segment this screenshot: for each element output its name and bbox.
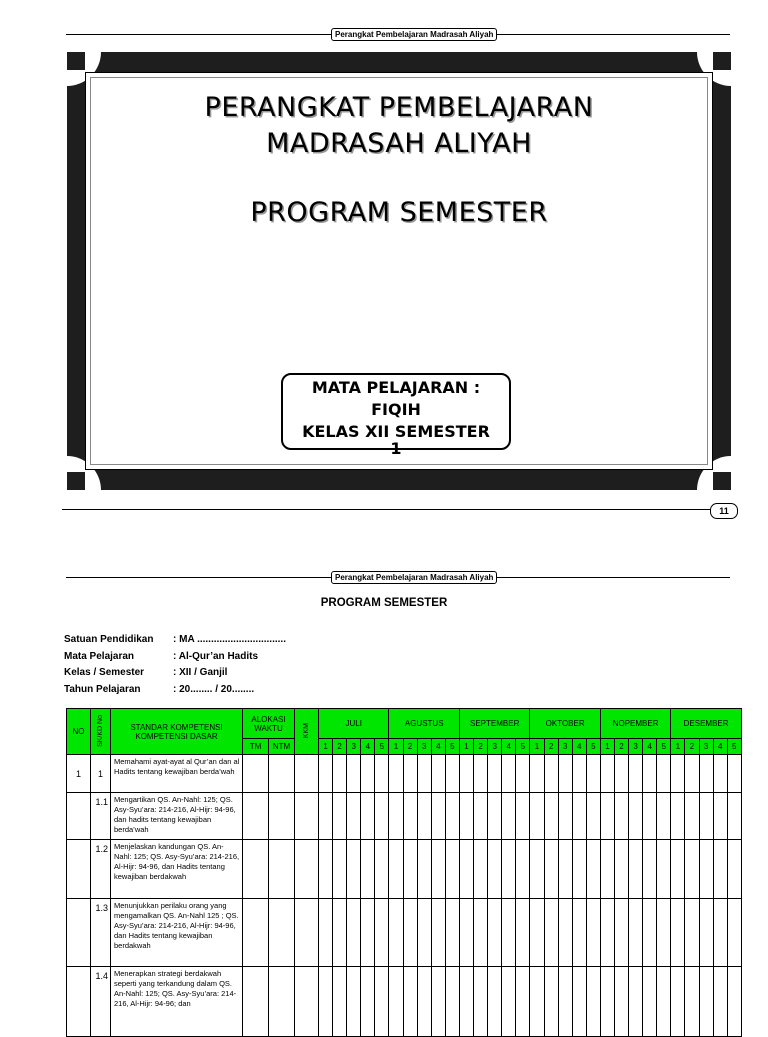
empty-cell xyxy=(361,755,375,793)
empty-cell xyxy=(269,899,295,967)
empty-cell xyxy=(727,967,741,1037)
empty-cell xyxy=(389,840,403,899)
empty-cell xyxy=(657,793,671,840)
empty-cell xyxy=(657,840,671,899)
empty-cell xyxy=(269,840,295,899)
empty-cell xyxy=(319,967,333,1037)
empty-cell xyxy=(502,793,516,840)
empty-cell xyxy=(699,967,713,1037)
empty-cell xyxy=(586,967,600,1037)
empty-cell xyxy=(713,967,727,1037)
empty-cell xyxy=(417,793,431,840)
empty-cell xyxy=(269,793,295,840)
empty-cell xyxy=(713,899,727,967)
row-no xyxy=(67,967,91,1037)
header-standar: STANDAR KOMPETENSI KOMPETENSI DASAR xyxy=(111,709,243,755)
empty-cell xyxy=(544,793,558,840)
empty-cell xyxy=(488,755,502,793)
header-month: NOPEMBER xyxy=(600,709,670,739)
empty-cell xyxy=(347,840,361,899)
empty-cell xyxy=(375,793,389,840)
empty-cell xyxy=(530,755,544,793)
empty-cell xyxy=(614,840,628,899)
empty-cell xyxy=(375,899,389,967)
program-semester-table xyxy=(66,708,742,1037)
row-kd-no: 1.3 xyxy=(91,899,111,967)
header-week: 3 xyxy=(629,739,643,755)
empty-cell xyxy=(488,967,502,1037)
empty-cell xyxy=(295,899,319,967)
empty-cell xyxy=(629,899,643,967)
header-week: 2 xyxy=(685,739,699,755)
header-alokasi: ALOKASI WAKTU xyxy=(243,709,295,739)
empty-cell xyxy=(516,967,530,1037)
empty-cell xyxy=(600,793,614,840)
empty-cell xyxy=(530,967,544,1037)
header-week: 1 xyxy=(459,739,473,755)
empty-cell xyxy=(713,840,727,899)
empty-cell xyxy=(586,840,600,899)
empty-cell xyxy=(243,793,269,840)
empty-cell xyxy=(600,755,614,793)
empty-cell xyxy=(333,967,347,1037)
row-kd-no: 1.1 xyxy=(91,793,111,840)
header-week: 4 xyxy=(431,739,445,755)
header-tm: TM xyxy=(243,739,269,755)
empty-cell xyxy=(586,899,600,967)
header-week: 3 xyxy=(488,739,502,755)
empty-cell xyxy=(243,967,269,1037)
empty-cell xyxy=(516,755,530,793)
empty-cell xyxy=(403,840,417,899)
header-week: 1 xyxy=(389,739,403,755)
empty-cell xyxy=(347,755,361,793)
header-week: 5 xyxy=(727,739,741,755)
info-row: Satuan Pendidikan : MA ................................ xyxy=(64,634,286,645)
empty-cell xyxy=(319,755,333,793)
row-no: 1 xyxy=(67,755,91,793)
empty-cell xyxy=(685,793,699,840)
row-kd-no: 1.2 xyxy=(91,840,111,899)
empty-cell xyxy=(544,840,558,899)
empty-cell xyxy=(558,793,572,840)
header-week: 4 xyxy=(502,739,516,755)
header-week: 5 xyxy=(375,739,389,755)
empty-cell xyxy=(530,899,544,967)
empty-cell xyxy=(474,899,488,967)
subject-line2: FIQIH xyxy=(371,400,421,419)
empty-cell xyxy=(431,967,445,1037)
empty-cell xyxy=(459,840,473,899)
empty-cell xyxy=(295,840,319,899)
empty-cell xyxy=(319,840,333,899)
empty-cell xyxy=(600,967,614,1037)
empty-cell xyxy=(361,840,375,899)
header-week: 4 xyxy=(361,739,375,755)
empty-cell xyxy=(474,755,488,793)
empty-cell xyxy=(643,755,657,793)
table-row xyxy=(67,793,742,840)
empty-cell xyxy=(361,967,375,1037)
subject-line4: 1 xyxy=(390,439,402,458)
row-kd-no: 1 xyxy=(91,755,111,793)
empty-cell xyxy=(671,967,685,1037)
empty-cell xyxy=(474,793,488,840)
empty-cell xyxy=(558,967,572,1037)
empty-cell xyxy=(445,899,459,967)
cover-title-line2: MADRASAH ALIYAH xyxy=(266,128,532,159)
row-no xyxy=(67,840,91,899)
empty-cell xyxy=(600,840,614,899)
empty-cell xyxy=(375,840,389,899)
empty-cell xyxy=(347,967,361,1037)
empty-cell xyxy=(643,899,657,967)
empty-cell xyxy=(614,967,628,1037)
header-week: 2 xyxy=(333,739,347,755)
header-week: 2 xyxy=(614,739,628,755)
empty-cell xyxy=(516,899,530,967)
empty-cell xyxy=(530,793,544,840)
empty-cell xyxy=(643,967,657,1037)
empty-cell xyxy=(417,755,431,793)
empty-cell xyxy=(572,967,586,1037)
empty-cell xyxy=(685,755,699,793)
empty-cell xyxy=(375,967,389,1037)
header-month: JULI xyxy=(319,709,389,739)
empty-cell xyxy=(685,899,699,967)
empty-cell xyxy=(459,967,473,1037)
empty-cell xyxy=(243,755,269,793)
empty-cell xyxy=(502,840,516,899)
info-row: Kelas / Semester : XII / Ganjil xyxy=(64,667,228,678)
row-kd-text: Menerapkan strategi berdakwah seperti yang terkandung dalam QS. An-Nahl: 125; QS. Asy-Syu’ara: 214-216, Al-Hijr: 94-96; dan xyxy=(111,967,243,1037)
empty-cell xyxy=(243,840,269,899)
header-month: DESEMBER xyxy=(671,709,741,739)
empty-cell xyxy=(333,899,347,967)
table-row xyxy=(67,840,742,899)
row-kd-no: 1.4 xyxy=(91,967,111,1037)
empty-cell xyxy=(431,899,445,967)
empty-cell xyxy=(403,967,417,1037)
empty-cell xyxy=(600,899,614,967)
empty-cell xyxy=(699,793,713,840)
empty-cell xyxy=(459,793,473,840)
empty-cell xyxy=(530,840,544,899)
cover-title-line3: PROGRAM SEMESTER xyxy=(250,197,548,228)
empty-cell xyxy=(671,899,685,967)
header-week: 3 xyxy=(417,739,431,755)
empty-cell xyxy=(699,899,713,967)
empty-cell xyxy=(643,793,657,840)
empty-cell xyxy=(614,899,628,967)
empty-cell xyxy=(361,793,375,840)
header-week: 3 xyxy=(347,739,361,755)
empty-cell xyxy=(269,755,295,793)
empty-cell xyxy=(657,755,671,793)
empty-cell xyxy=(445,755,459,793)
empty-cell xyxy=(629,840,643,899)
empty-cell xyxy=(417,967,431,1037)
empty-cell xyxy=(403,755,417,793)
row-no xyxy=(67,899,91,967)
empty-cell xyxy=(389,793,403,840)
subject-line3: KELAS XII SEMESTER xyxy=(302,422,490,441)
header-week: 1 xyxy=(600,739,614,755)
empty-cell xyxy=(431,755,445,793)
empty-cell xyxy=(319,899,333,967)
empty-cell xyxy=(333,793,347,840)
empty-cell xyxy=(333,755,347,793)
empty-cell xyxy=(671,755,685,793)
row-kd-text: Memahami ayat-ayat al Qur’an dan al Hadits tentang kewajiban berda’wah xyxy=(111,755,243,793)
subject-box xyxy=(281,373,511,458)
empty-cell xyxy=(488,840,502,899)
header-week: 3 xyxy=(699,739,713,755)
empty-cell xyxy=(243,899,269,967)
empty-cell xyxy=(295,793,319,840)
empty-cell xyxy=(685,967,699,1037)
row-kd-text: Mengartikan QS. An-Nahl: 125; QS. Asy-Syu’ara: 214-216, Al-Hijr: 94-96, dan hadits tentang kewajiban berda’wah xyxy=(111,793,243,840)
empty-cell xyxy=(403,899,417,967)
row-kd-text: Menunjukkan perilaku orang yang mengamalkan QS. An-Nahl 125 ; QS. Asy-Syu’ara: 214-216, Al-Hijr: 94-96, dan Hadits tentang kewajiban berdakwah xyxy=(111,899,243,967)
header-week: 4 xyxy=(713,739,727,755)
empty-cell xyxy=(333,840,347,899)
empty-cell xyxy=(643,840,657,899)
empty-cell xyxy=(516,793,530,840)
empty-cell xyxy=(445,840,459,899)
empty-cell xyxy=(295,755,319,793)
header-week: 1 xyxy=(530,739,544,755)
empty-cell xyxy=(713,793,727,840)
empty-cell xyxy=(431,840,445,899)
empty-cell xyxy=(699,755,713,793)
doc-title: PROGRAM SEMESTER xyxy=(320,597,448,609)
empty-cell xyxy=(403,793,417,840)
empty-cell xyxy=(727,840,741,899)
empty-cell xyxy=(727,755,741,793)
empty-cell xyxy=(445,967,459,1037)
cover-title-line1: PERANGKAT PEMBELAJARAN xyxy=(204,92,594,123)
page2-header-label: Perangkat Pembelajaran Madrasah Aliyah xyxy=(331,571,497,584)
header-week: 5 xyxy=(657,739,671,755)
empty-cell xyxy=(389,967,403,1037)
header-week: 4 xyxy=(643,739,657,755)
empty-cell xyxy=(586,755,600,793)
empty-cell xyxy=(671,793,685,840)
row-no xyxy=(67,793,91,840)
empty-cell xyxy=(572,755,586,793)
empty-cell xyxy=(544,899,558,967)
empty-cell xyxy=(488,899,502,967)
header-ntm: NTM xyxy=(269,739,295,755)
empty-cell xyxy=(629,967,643,1037)
empty-cell xyxy=(685,840,699,899)
empty-cell xyxy=(347,899,361,967)
empty-cell xyxy=(389,755,403,793)
page-number: 11 xyxy=(710,503,738,519)
empty-cell xyxy=(502,967,516,1037)
empty-cell xyxy=(445,793,459,840)
empty-cell xyxy=(502,899,516,967)
header-week: 2 xyxy=(474,739,488,755)
empty-cell xyxy=(614,793,628,840)
empty-cell xyxy=(459,755,473,793)
header-week: 2 xyxy=(544,739,558,755)
table-row xyxy=(67,967,742,1037)
empty-cell xyxy=(516,840,530,899)
empty-cell xyxy=(474,967,488,1037)
empty-cell xyxy=(572,899,586,967)
header-week: 1 xyxy=(319,739,333,755)
empty-cell xyxy=(558,840,572,899)
empty-cell xyxy=(713,755,727,793)
empty-cell xyxy=(657,967,671,1037)
empty-cell xyxy=(572,793,586,840)
subject-line1: MATA PELAJARAN : xyxy=(311,378,481,397)
empty-cell xyxy=(488,793,502,840)
info-row: Mata Pelajaran : Al-Qur’an Hadits xyxy=(64,650,259,662)
empty-cell xyxy=(417,899,431,967)
header-month: SEPTEMBER xyxy=(459,709,529,739)
header-kkm: KKM xyxy=(295,709,319,755)
empty-cell xyxy=(375,755,389,793)
header-week: 1 xyxy=(671,739,685,755)
empty-cell xyxy=(269,967,295,1037)
header-sk-kd-no: SK/KD No xyxy=(91,709,111,755)
header-week: 5 xyxy=(586,739,600,755)
row-kd-text: Menjelaskan kandungan QS. An-Nahl: 125; QS. Asy-Syu’ara: 214-216, Al-Hijr: 94-96, dan Hadits tentang kewajiban berdakwah xyxy=(111,840,243,899)
empty-cell xyxy=(544,967,558,1037)
header-month: OKTOBER xyxy=(530,709,600,739)
empty-cell xyxy=(474,840,488,899)
empty-cell xyxy=(389,899,403,967)
empty-cell xyxy=(347,793,361,840)
empty-cell xyxy=(558,755,572,793)
empty-cell xyxy=(629,755,643,793)
empty-cell xyxy=(502,755,516,793)
empty-cell xyxy=(727,793,741,840)
empty-cell xyxy=(727,899,741,967)
empty-cell xyxy=(544,755,558,793)
bottom-rule xyxy=(62,509,738,510)
header-week: 5 xyxy=(516,739,530,755)
empty-cell xyxy=(361,899,375,967)
empty-cell xyxy=(671,840,685,899)
empty-cell xyxy=(572,840,586,899)
empty-cell xyxy=(586,793,600,840)
table-row xyxy=(67,899,742,967)
info-block xyxy=(64,632,286,698)
info-row: Tahun Pelajaran : 20........ / 20........ xyxy=(64,683,255,695)
empty-cell xyxy=(319,793,333,840)
empty-cell xyxy=(431,793,445,840)
empty-cell xyxy=(699,840,713,899)
header-label: Perangkat Pembelajaran Madrasah Aliyah xyxy=(331,28,497,41)
empty-cell xyxy=(417,840,431,899)
header-week: 4 xyxy=(572,739,586,755)
table-row xyxy=(67,755,742,793)
header-no: NO xyxy=(67,709,91,755)
empty-cell xyxy=(657,899,671,967)
header-week: 3 xyxy=(558,739,572,755)
empty-cell xyxy=(295,967,319,1037)
header-week: 5 xyxy=(445,739,459,755)
empty-cell xyxy=(459,899,473,967)
header-week: 2 xyxy=(403,739,417,755)
header-month: AGUSTUS xyxy=(389,709,459,739)
empty-cell xyxy=(614,755,628,793)
empty-cell xyxy=(629,793,643,840)
empty-cell xyxy=(558,899,572,967)
